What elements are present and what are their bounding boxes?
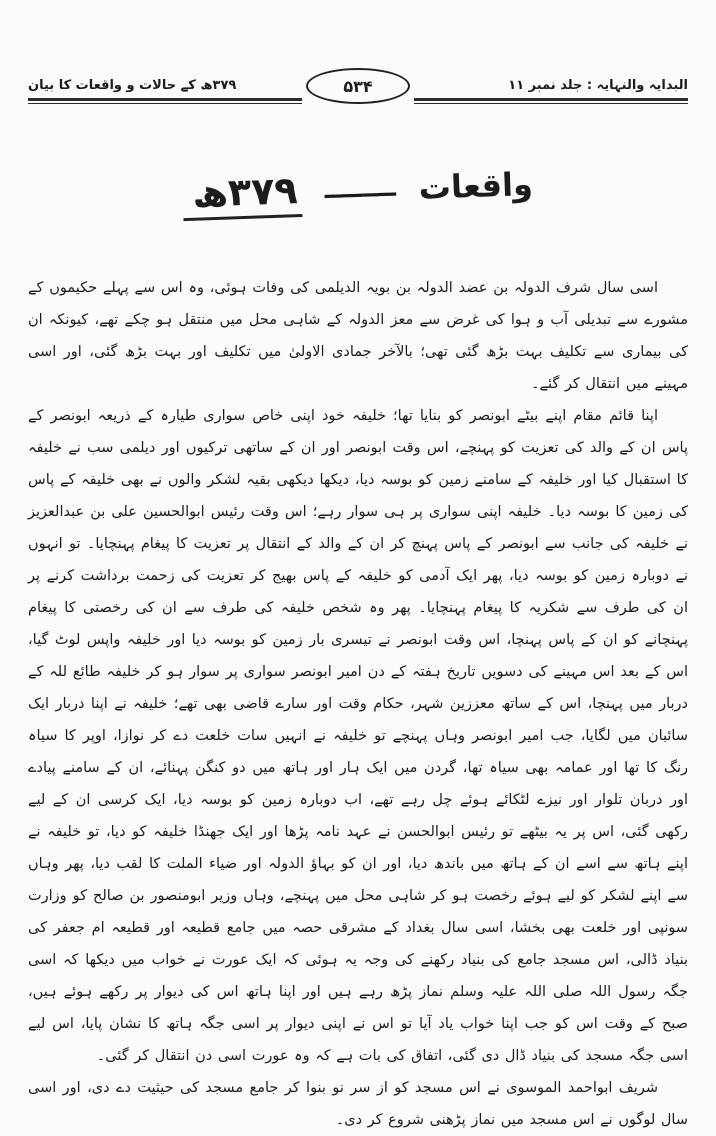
paragraph: شریف ابواحمد الموسوی نے اس مسجد کو از سر نو بنوا کر جامع مسجد کی حیثیت دے دی، اور اسی سال لوگوں نے اس مسجد میں نماز پڑھنی شروع کر دی۔ bbox=[28, 1080, 688, 1128]
header-rule-left bbox=[28, 98, 302, 104]
paragraph: اپنا قائم مقام اپنے بیٹے ابونصر کو بنایا تھا؛ خلیفہ خود اپنی خاص سواری طیارہ کے ذریعہ ابونصر کے پاس ان کے والد کی تعزیت کو پہنچے، اس وقت ابونصر اور ان کے ساتھی ترکیوں اور دیلمی سب نے خلیفہ کا استقبال کیا اور خلیفہ کے سامنے زمین کو بوسہ دیا، دیکھا دیکھی بقیہ لشکر والوں نے بھی خلیفہ کے پاس کی زمین کا بوسہ دیا۔ خلیفہ اپنی سواری پر ہی سوار رہے؛ اس وقت رئیس ابوالحسین علی بن عبدالعزیز نے خلیفہ کی جانب سے ابونصر کے پاس پہنچ کر ان کے والد کے انتقال پر تعزیت کا پیغام پہنچایا۔ تو انہوں نے دوبارہ زمین کو بوسہ دیا، پھر ایک آدمی کو خلیفہ کے پاس بھیج کر تعزیت کی زحمت برداشت کرنے پر ان کی طرف سے شکریہ کا پیغام پہنچایا۔ پھر وہ شخص خلیفہ کی طرف سے ان کی رخصتی کا پیغام پہنچانے کو ان کے پاس پہنچا، اس وقت ابونصر نے تیسری بار زمین کو بوسہ دیا اور خلیفہ واپس لوٹ گیا، اس کے بعد اس مہینے کی دسویں تاریخ ہفتہ کے دن امیر ابونصر سواری پر سوار ہو کر خلیفہ طائع للہ کے دربار میں پہنچا، اس کے ساتھ معززین شہر، حکام وقت اور سارے قاضی بھی تھے؛ خلیفہ نے اپنا دربار ایک سائبان میں لگایا، جب امیر ابونصر وہاں پہنچے تو خلیفہ نے انہیں سات خلعت دے کر نوازا، اوپر کا سیاہ رنگ کا تھا اور عمامہ بھی سیاہ تھا، گردن میں ایک ہار اور ہاتھ میں دو کنگن پہنائے، ان کے سامنے پیادے اور دربان تلوار اور نیزے لٹکائے ہوئے چل رہے تھے، اب دوبارہ زمین کو بوسہ دیا، ایک کرسی ان کے لیے رکھی گئی، اس پر یہ بیٹھے تو رئیس ابوالحسن نے عہد نامہ پڑھا اور ایک جھنڈا خلیفہ کو دیا، تو خلیفہ نے اپنے ہاتھ سے اسے ان کے ہاتھ میں باندھ دیا، اور ان کو بہاؤ الدولہ اور ضیاء الملت کا لقب دیا، پھر وہاں سے اپنے لشکر کو لیے ہوئے رخصت ہو کر شاہی محل میں پہنچے، وہاں وزیر ابومنصور بن صالح کو وزارت سونپی اور خلعت بھی بخشا، اسی سال بغداد کے مشرقی حصہ میں جامع قطیعہ اور قطیعہ ام جعفر کی بنیاد ڈالی، اس مسجد جامع کی بنیاد رکھنے کی وجہ یہ ہوئی کہ ایک عورت نے خواب میں دیکھا کہ اسی جگہ رسول اللہ صلی اللہ علیہ وسلم نماز پڑھ رہے ہیں اور اپنا ہاتھ اس کی دیوار پر رکھے ہوئے ہیں، صبح کے وقت اس کو جب اپنا خواب یاد آیا تو اس نے اپنی دیوار پر اسی جگہ ہاتھ کا نشان پایا، اس لیے اسی جگہ مسجد کی بنیاد ڈال دی گئی، اتفاق کی بات ہے کہ وہ عورت اسی دن انتقال کر گئی۔ bbox=[28, 408, 688, 1064]
header-left-column bbox=[28, 76, 302, 104]
page-number-cartouche bbox=[306, 68, 410, 104]
header-right-column bbox=[414, 76, 688, 104]
section-title bbox=[27, 155, 689, 248]
header-rule-right bbox=[414, 98, 688, 104]
chapter-running-title: ۳۷۹ھ کے حالات و واقعات کا بیان bbox=[28, 78, 237, 93]
body-text bbox=[28, 272, 688, 1136]
section-title-year: ۳۷۹ھ bbox=[182, 168, 303, 221]
book-title-volume: البدایہ والنہایہ : جلد نمبر ۱۱ bbox=[508, 78, 688, 93]
section-title-word: واقعات bbox=[418, 164, 534, 207]
paragraph: اسی سال شرف الدولہ بن عضد الدولہ بن بویہ الدیلمی کی وفات ہوئی، وہ اس سے پہلے حکیموں کے مشورے سے تبدیلی آب و ہوا کی غرض سے معز الدولہ کے شاہی محل میں منتقل ہو چکے تھے، کیونکہ ان کی بیماری سے تکلیف بہت بڑھ گئی تھی؛ بالآخر جمادی الاولیٰ میں تکلیف اور بہت بڑھ گئی، اور اسی مہینے میں انتقال کر گئے۔ bbox=[28, 280, 688, 392]
page-header bbox=[28, 58, 688, 104]
section-title-dash: ــــــــ bbox=[324, 172, 397, 206]
page-number: ۵۳۴ bbox=[343, 76, 373, 96]
